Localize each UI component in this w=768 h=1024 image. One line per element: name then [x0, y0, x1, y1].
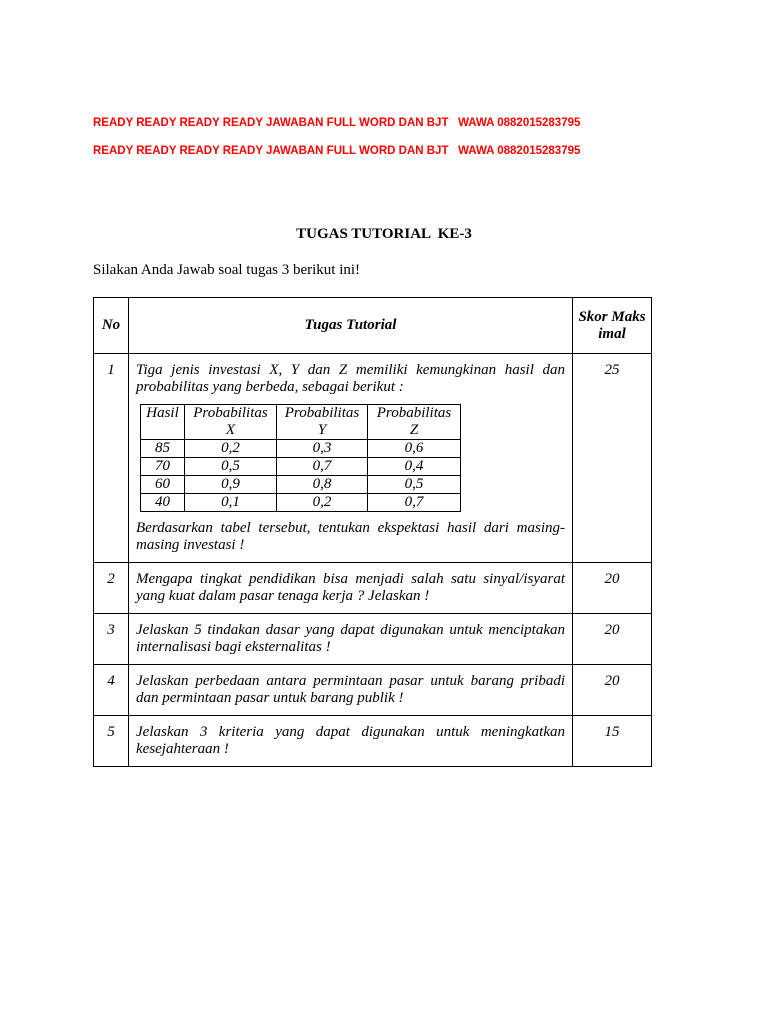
inner-cell: 0,9	[185, 476, 277, 494]
task-question: Tiga jenis investasi X, Y dan Z memiliki kemungkinan hasil dan probabilitas yang berbeda, sebagai berikut :	[136, 362, 565, 395]
row-number: 2	[94, 563, 129, 614]
header-no: No	[94, 298, 129, 354]
task-followup: Berdasarkan tabel tersebut, tentukan ekspektasi hasil dari masing-masing investasi !	[136, 520, 565, 553]
inner-cell: 0,3	[277, 440, 368, 458]
inner-cell: 85	[141, 440, 185, 458]
inner-cell: 0,6	[368, 440, 461, 458]
row-number: 5	[94, 716, 129, 767]
task-text	[129, 354, 573, 563]
inner-cell: 0,5	[368, 476, 461, 494]
probability-table-header	[141, 405, 461, 440]
inner-cell: 0,4	[368, 458, 461, 476]
inner-cell: 0,5	[185, 458, 277, 476]
inner-cell: 60	[141, 476, 185, 494]
row-score: 20	[573, 563, 652, 614]
inner-cell: 0,7	[277, 458, 368, 476]
promo-line-1: READY READY READY READY JAWABAN FULL WORD DAN BJT WAWA 0882015283795	[93, 117, 581, 129]
header-score: Skor Maksimal	[573, 298, 652, 354]
probability-row	[141, 494, 461, 512]
inner-cell: 40	[141, 494, 185, 512]
task-table-header	[94, 298, 652, 354]
inner-header: Probabilitas Y	[277, 405, 368, 440]
inner-header: Hasil	[141, 405, 185, 440]
row-number: 3	[94, 614, 129, 665]
promo-line-2: READY READY READY READY JAWABAN FULL WORD DAN BJT WAWA 0882015283795	[93, 145, 581, 157]
intro-text: Silakan Anda Jawab soal tugas 3 berikut ini!	[93, 262, 361, 278]
row-score: 25	[573, 354, 652, 563]
inner-header: Probabilitas Z	[368, 405, 461, 440]
inner-cell: 0,2	[185, 440, 277, 458]
probability-row	[141, 476, 461, 494]
header-task: Tugas Tutorial	[129, 298, 573, 354]
probability-row	[141, 440, 461, 458]
row-number: 4	[94, 665, 129, 716]
task-text: Jelaskan 5 tindakan dasar yang dapat digunakan untuk menciptakan internalisasi bagi eksternalitas !	[129, 614, 573, 665]
table-row	[94, 665, 652, 716]
table-row	[94, 614, 652, 665]
table-row	[94, 354, 652, 563]
inner-cell: 0,1	[185, 494, 277, 512]
inner-cell: 0,7	[368, 494, 461, 512]
task-text: Jelaskan 3 kriteria yang dapat digunakan untuk meningkatkan kesejahteraan !	[129, 716, 573, 767]
inner-header: Probabilitas X	[185, 405, 277, 440]
row-score: 20	[573, 614, 652, 665]
inner-cell: 70	[141, 458, 185, 476]
inner-cell: 0,2	[277, 494, 368, 512]
task-text: Jelaskan perbedaan antara permintaan pasar untuk barang pribadi dan permintaan pasar untuk barang publik !	[129, 665, 573, 716]
table-row	[94, 563, 652, 614]
probability-table	[140, 404, 461, 512]
inner-cell: 0,8	[277, 476, 368, 494]
document-title: TUGAS TUTORIAL KE-3	[296, 226, 472, 242]
probability-row	[141, 458, 461, 476]
row-score: 20	[573, 665, 652, 716]
row-number: 1	[94, 354, 129, 563]
task-text: Mengapa tingkat pendidikan bisa menjadi salah satu sinyal/isyarat yang kuat dalam pasar tenaga kerja ? Jelaskan !	[129, 563, 573, 614]
row-score: 15	[573, 716, 652, 767]
table-row	[94, 716, 652, 767]
task-table	[93, 297, 652, 767]
